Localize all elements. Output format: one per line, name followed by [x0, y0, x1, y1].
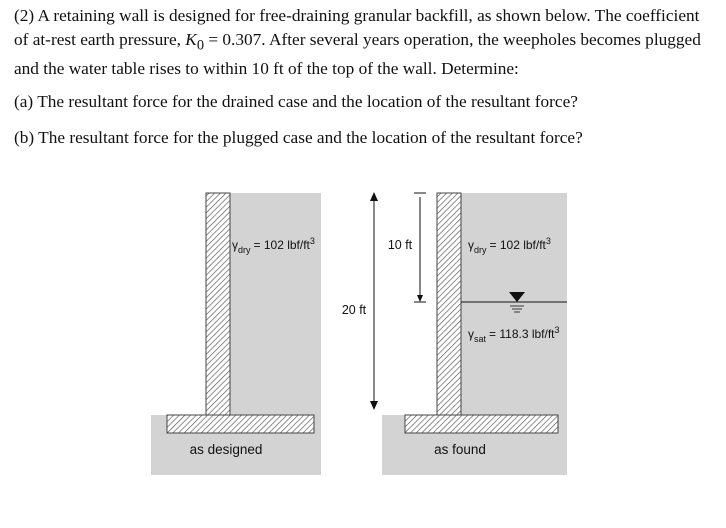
right-gamma-dry-label: $\gamma_{dry} = 102$ lbf/$ft^3$	[468, 236, 551, 255]
part-b: (b) The resultant force for the plugged case and the location of the resultant force?	[14, 128, 583, 148]
water-depth-dimension	[414, 193, 426, 302]
right-panel-as-found	[382, 193, 567, 475]
water-depth-label: 10 ft	[387, 238, 413, 252]
statement-part-1: (2) A retaining wall is designed for free-draining granular backfill, as shown below. The coefficient of at-rest earth pressure,	[14, 6, 700, 49]
right-wall-stem	[437, 193, 461, 415]
height-label: 20 ft	[341, 303, 367, 317]
k-symbol: K	[185, 30, 197, 49]
right-gamma-sat-label: $\gamma_{sat} = 118.3$ lbf/$ft^3$	[468, 325, 560, 344]
left-wall-stem	[206, 193, 230, 415]
height-arrow-top	[370, 192, 378, 201]
left-caption: as designed	[189, 442, 263, 457]
height-arrow-bottom	[370, 401, 378, 410]
right-caption: as found	[434, 442, 486, 457]
left-gamma-dry-label: $\gamma_{dry} = 102$ lbf/$ft^3$	[232, 236, 315, 255]
part-a: (a) The resultant force for the drained case and the location of the resultant force?	[14, 92, 578, 112]
left-wall-footing	[167, 415, 314, 433]
left-panel-as-designed	[151, 193, 321, 475]
left-backfill-soil	[230, 193, 321, 415]
water-depth-arrow-bottom	[417, 295, 423, 302]
k-subscript: 0	[196, 37, 205, 54]
statement-part-2: = 0.307. After several years operation, the weepholes becomes plugged and the water table rises to within 10 ft of the top of the wall. Determine:	[14, 30, 701, 79]
height-dimension	[334, 192, 378, 410]
right-wall-footing	[405, 415, 558, 433]
right-backfill-soil	[461, 193, 567, 415]
